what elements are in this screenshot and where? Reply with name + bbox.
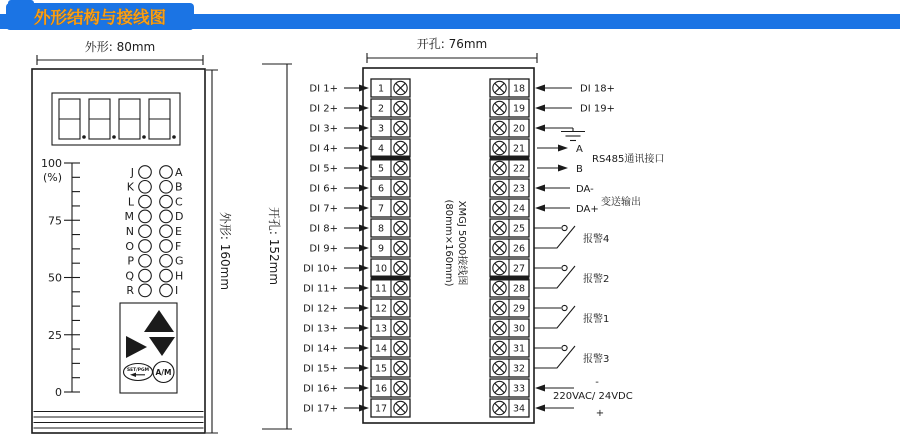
terminal-left-5 bbox=[309, 159, 410, 177]
arrow-left-icon bbox=[535, 385, 545, 392]
contact-blade bbox=[534, 226, 575, 248]
center-subtitle: (80mm×160mm) bbox=[443, 199, 454, 287]
front-height-dim-line bbox=[206, 70, 218, 433]
terminal-right-30 bbox=[490, 319, 529, 337]
terminal-number: 34 bbox=[512, 403, 526, 415]
terminal-right-26 bbox=[490, 239, 529, 257]
power-supply-label: 220VAC/ 24VDC bbox=[553, 391, 633, 402]
led-letter-left: J bbox=[130, 165, 134, 179]
terminal-left-9 bbox=[309, 239, 410, 257]
terminal-left-16 bbox=[303, 379, 410, 397]
decimal-point bbox=[112, 135, 116, 139]
terminal-left-13 bbox=[303, 319, 410, 337]
di-input-label: DI 9+ bbox=[309, 243, 338, 255]
led-letter-left: Q bbox=[125, 269, 134, 283]
di-input-label: DI 4+ bbox=[309, 143, 338, 155]
terminal-number: 13 bbox=[374, 323, 388, 335]
contact-blade bbox=[534, 346, 575, 368]
terminal-right-32 bbox=[490, 359, 529, 377]
rs485-port-label: RS485通讯接口 bbox=[592, 154, 665, 165]
terminal-left-12 bbox=[303, 299, 410, 317]
terminal-group-separator bbox=[371, 156, 410, 161]
di-input-label: DI 6+ bbox=[309, 183, 338, 195]
terminal-right-24 bbox=[490, 199, 529, 217]
terminal-number: 27 bbox=[512, 263, 526, 275]
led-letter-right: I bbox=[175, 284, 179, 298]
decimal-point bbox=[82, 135, 86, 139]
led-letter-left: O bbox=[125, 239, 134, 253]
center-title: XMGJ 5000接线图 bbox=[456, 200, 467, 286]
terminal-number: 23 bbox=[512, 183, 526, 195]
terminal-right-33 bbox=[490, 379, 529, 397]
led-letter-left: K bbox=[126, 180, 134, 194]
terminal-left-17 bbox=[303, 399, 410, 417]
led-letter-left: L bbox=[127, 195, 134, 209]
led-letter-left: R bbox=[126, 284, 134, 298]
terminal-left-6 bbox=[309, 179, 410, 197]
contact-blade bbox=[534, 306, 575, 328]
led-letter-right: D bbox=[175, 210, 184, 224]
di-input-label: DI 15+ bbox=[303, 363, 338, 375]
set-button-label: SET/PGM bbox=[127, 368, 149, 373]
terminal-right-25 bbox=[490, 219, 529, 237]
terminal-number: 5 bbox=[377, 163, 385, 175]
alarm-relay bbox=[534, 305, 609, 328]
scale-label: 0 bbox=[55, 386, 62, 399]
terminal-left-11 bbox=[303, 279, 410, 297]
led-letter-right: G bbox=[175, 254, 184, 268]
terminal-left-7 bbox=[309, 199, 410, 217]
led-letter-right: H bbox=[175, 269, 184, 283]
contact-pivot bbox=[562, 345, 567, 350]
terminal-group-separator bbox=[490, 276, 529, 281]
terminal-right-34 bbox=[490, 399, 529, 417]
da-plus-label: DA+ bbox=[576, 204, 599, 215]
transmitter-output-label: 变送输出 bbox=[601, 197, 641, 208]
di-input-label: DI 7+ bbox=[309, 203, 338, 215]
terminal-right-31 bbox=[490, 339, 529, 357]
scale-label: 75 bbox=[48, 214, 62, 228]
terminal-number: 14 bbox=[374, 343, 388, 355]
alarm-relay bbox=[534, 225, 609, 248]
scale-label: 100 bbox=[41, 157, 62, 170]
terminal-number: 4 bbox=[377, 143, 385, 155]
alarm-label: 报警1 bbox=[583, 313, 610, 325]
terminal-right-18 bbox=[490, 79, 529, 97]
terminal-group-separator bbox=[490, 156, 529, 161]
led-letter-right: C bbox=[175, 195, 183, 209]
contact-pivot bbox=[562, 265, 567, 270]
terminal-number: 25 bbox=[512, 223, 526, 235]
led-letter-left: N bbox=[125, 225, 134, 238]
terminal-left-2 bbox=[309, 99, 410, 117]
led-letter-right: A bbox=[175, 165, 183, 179]
terminal-number: 17 bbox=[374, 403, 388, 415]
power-minus-label: - bbox=[595, 377, 599, 388]
terminal-left-1 bbox=[309, 79, 410, 97]
alarm-label: 报警4 bbox=[583, 233, 610, 245]
auto-manual-label: A/M bbox=[155, 368, 172, 377]
terminal-number: 3 bbox=[377, 123, 385, 135]
terminal-number: 33 bbox=[512, 383, 526, 395]
power-plus-label: + bbox=[595, 408, 605, 419]
contact-pivot bbox=[562, 225, 567, 230]
terminal-right-19 bbox=[490, 99, 529, 117]
terminal-right-22 bbox=[490, 159, 529, 177]
arrow-left-icon bbox=[535, 405, 545, 412]
di-input-label: DI 8+ bbox=[309, 223, 338, 235]
alarm-relay bbox=[534, 345, 609, 368]
di18-label: DI 18+ bbox=[580, 83, 615, 95]
scale-label: 50 bbox=[48, 271, 62, 285]
terminal-number: 6 bbox=[377, 183, 385, 195]
led-letter-left: P bbox=[127, 254, 134, 268]
terminal-number: 30 bbox=[512, 323, 526, 335]
terminal-number: 26 bbox=[512, 243, 526, 255]
da-minus-label: DA- bbox=[576, 184, 594, 195]
alarm-relay bbox=[534, 265, 609, 288]
arrow-left-icon bbox=[535, 125, 545, 132]
terminal-number: 32 bbox=[512, 363, 526, 375]
front-panel-diagram bbox=[32, 40, 232, 433]
terminal-number: 1 bbox=[377, 83, 385, 95]
di-input-label: DI 13+ bbox=[303, 323, 338, 335]
front-height-dim-label: 外形: 160mm bbox=[218, 211, 232, 291]
terminal-number: 8 bbox=[377, 223, 385, 235]
decimal-point bbox=[142, 135, 146, 139]
terminal-left-10 bbox=[303, 259, 410, 277]
di-input-label: DI 14+ bbox=[303, 343, 338, 355]
left-terminal-column bbox=[303, 79, 410, 417]
front-width-dim-label: 外形: 80mm bbox=[84, 40, 156, 54]
terminal-group-separator bbox=[371, 276, 410, 281]
decimal-point bbox=[172, 135, 176, 139]
rs485-b-label: B bbox=[576, 164, 583, 175]
arrow-right-icon bbox=[558, 145, 568, 152]
di-input-label: DI 16+ bbox=[303, 383, 338, 395]
di-input-label: DI 2+ bbox=[309, 103, 338, 115]
terminal-number: 10 bbox=[374, 263, 388, 275]
wiring-diagram bbox=[262, 36, 664, 429]
page-title: 外形结构与接线图 bbox=[34, 8, 166, 27]
arrow-left-icon bbox=[535, 205, 545, 212]
terminal-right-20 bbox=[490, 119, 529, 137]
arrow-left-icon bbox=[535, 105, 545, 112]
di-input-label: DI 11+ bbox=[303, 283, 338, 295]
arrow-left-icon bbox=[535, 85, 545, 92]
terminal-right-29 bbox=[490, 299, 529, 317]
cutout-width-dim-line bbox=[367, 53, 537, 63]
terminal-left-3 bbox=[309, 119, 410, 137]
terminal-number: 22 bbox=[512, 163, 526, 175]
terminal-left-8 bbox=[309, 219, 410, 237]
earth-ground-icon bbox=[561, 128, 585, 141]
contact-blade bbox=[534, 266, 575, 288]
front-width-dim-line bbox=[37, 55, 203, 65]
terminal-number: 29 bbox=[512, 303, 526, 315]
terminal-right-23 bbox=[490, 179, 529, 197]
terminal-right-27 bbox=[490, 259, 529, 277]
arrow-right-icon bbox=[558, 165, 568, 172]
contact-pivot bbox=[562, 305, 567, 310]
terminal-number: 7 bbox=[377, 203, 385, 215]
led-letter-left: M bbox=[124, 210, 134, 224]
di-input-label: DI 3+ bbox=[309, 123, 338, 135]
led-letter-right: F bbox=[175, 239, 182, 253]
terminal-number: 31 bbox=[512, 343, 526, 355]
di-input-label: DI 17+ bbox=[303, 403, 338, 415]
terminal-number: 12 bbox=[374, 303, 388, 315]
right-terminal-column bbox=[490, 79, 529, 417]
alarm-relay-contacts bbox=[534, 225, 609, 368]
led-letter-right: B bbox=[175, 180, 183, 194]
scale-label: 25 bbox=[48, 328, 62, 342]
terminal-number: 9 bbox=[377, 243, 385, 255]
terminal-number: 18 bbox=[512, 83, 526, 95]
terminal-number: 16 bbox=[374, 383, 388, 395]
led-letter-right: E bbox=[175, 225, 182, 238]
terminal-number: 11 bbox=[374, 283, 388, 295]
terminal-right-28 bbox=[490, 279, 529, 297]
terminal-number: 24 bbox=[512, 203, 526, 215]
terminal-number: 20 bbox=[512, 123, 526, 135]
di-input-label: DI 10+ bbox=[303, 263, 338, 275]
di19-label: DI 19+ bbox=[580, 103, 615, 115]
scale-unit-label: (%) bbox=[42, 171, 62, 184]
terminal-number: 15 bbox=[374, 363, 388, 375]
rs485-a-label: A bbox=[576, 144, 583, 155]
header-banner bbox=[0, 0, 900, 30]
alarm-label: 报警2 bbox=[583, 273, 610, 285]
alarm-label: 报警3 bbox=[583, 353, 610, 365]
terminal-number: 2 bbox=[377, 103, 385, 115]
terminal-number: 19 bbox=[512, 103, 526, 115]
di-input-label: DI 1+ bbox=[309, 83, 338, 95]
cutout-width-dim-label: 开孔: 76mm bbox=[416, 37, 488, 51]
arrow-left-icon bbox=[535, 185, 545, 192]
di-input-label: DI 5+ bbox=[309, 163, 338, 175]
terminal-number: 28 bbox=[512, 283, 526, 295]
cutout-height-dim-label: 开孔: 152mm bbox=[267, 206, 281, 286]
terminal-right-21 bbox=[490, 139, 529, 157]
terminal-left-15 bbox=[303, 359, 410, 377]
di-input-label: DI 12+ bbox=[303, 303, 338, 315]
terminal-left-4 bbox=[309, 139, 410, 157]
terminal-left-14 bbox=[303, 339, 410, 357]
terminal-number: 21 bbox=[512, 143, 526, 155]
